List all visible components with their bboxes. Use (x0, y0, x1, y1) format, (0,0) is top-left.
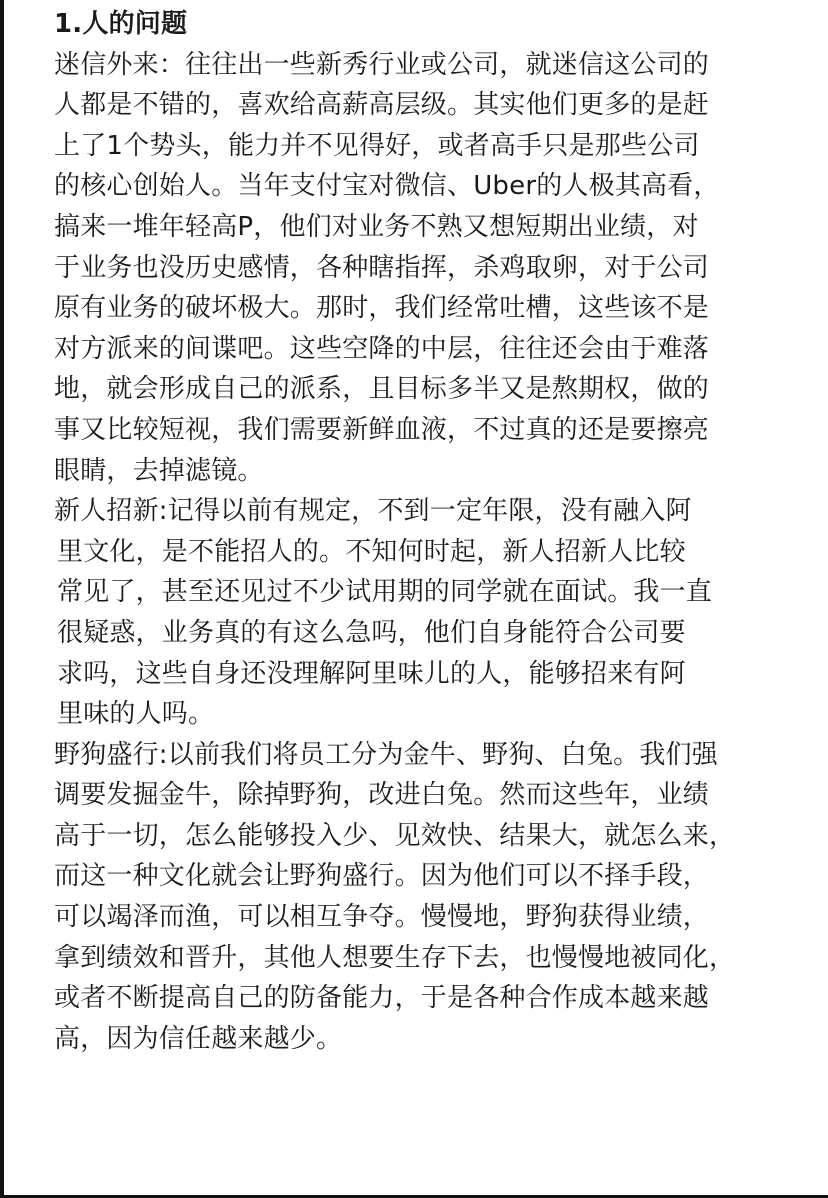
text-line: 迷信外来：往往出一些新秀行业或公司，就迷信这公司的 (54, 49, 710, 80)
text-line: 可以竭泽而渔，可以相互争夺。慢慢地，野狗获得业绩， (54, 902, 710, 933)
text-line: 地，就会形成自己的派系，且目标多半又是熬期权，做的 (54, 374, 710, 405)
text-line: 而这一种文化就会让野狗盛行。因为他们可以不择手段， (54, 861, 710, 892)
text-line: 人都是不错的，喜欢给高薪高层级。其实他们更多的是赶 (54, 90, 710, 121)
document-body (54, 4, 824, 1059)
text-line: 原有业务的破坏极大。那时，我们经常吐槽，这些该不是 (54, 293, 710, 324)
text-line: 求吗，这些自身还没理解阿里味儿的人，能够招来有阿 (57, 658, 686, 689)
left-edge-bar (0, 0, 4, 1198)
text-line: 上了1个势头，能力并不见得好，或者高手只是那些公司 (54, 130, 700, 161)
text-line: 里文化，是不能招人的。不知何时起，新人招新人比较 (57, 536, 686, 567)
section-newcomers-recruiting (54, 491, 824, 735)
text-line: 新人招新:记得以前有规定，不到一定年限，没有融入阿 (54, 496, 692, 527)
text-line: 搞来一堆年轻高P，他们对业务不熟又想短期出业绩，对 (54, 211, 699, 242)
text-line: 的核心创始人。当年支付宝对微信、Uber的人极其高看， (54, 171, 720, 202)
text-line: 事又比较短视，我们需要新鲜血液，不过真的还是要擦亮 (54, 414, 710, 445)
text-line: 对方派来的间谍吧。这些空降的中层，往往还会由于难落 (54, 333, 710, 364)
page-title: 1.人的问题 (54, 9, 188, 39)
text-line: 里味的人吗。 (57, 699, 215, 730)
text-line: 野狗盛行:以前我们将员工分为金牛、野狗、白兔。我们强 (54, 739, 718, 770)
text-line: 常见了，甚至还见过不少试用期的同学就在面试。我一直 (57, 577, 713, 608)
text-line: 调要发掘金牛，除掉野狗，改进白兔。然而这些年，业绩 (54, 780, 710, 811)
text-line: 于业务也没历史感情，各种瞎指挥，杀鸡取卵，对于公司 (54, 252, 710, 283)
section-wild-dogs (54, 735, 824, 1060)
text-line: 拿到绩效和晋升，其他人想要生存下去，也慢慢地被同化， (54, 942, 736, 973)
text-line: 高于一切，怎么能够投入少、见效快、结果大，就怎么来， (54, 820, 736, 851)
text-line: 或者不断提高自己的防备能力，于是各种合作成本越来越 (54, 983, 710, 1014)
text-line: 眼睛，去掉滤镜。 (54, 455, 264, 486)
text-line: 很疑惑，业务真的有这么急吗，他们自身能符合公司要 (57, 617, 686, 648)
text-line: 高，因为信任越来越少。 (54, 1023, 343, 1054)
section-superstition-outsiders (54, 45, 824, 492)
